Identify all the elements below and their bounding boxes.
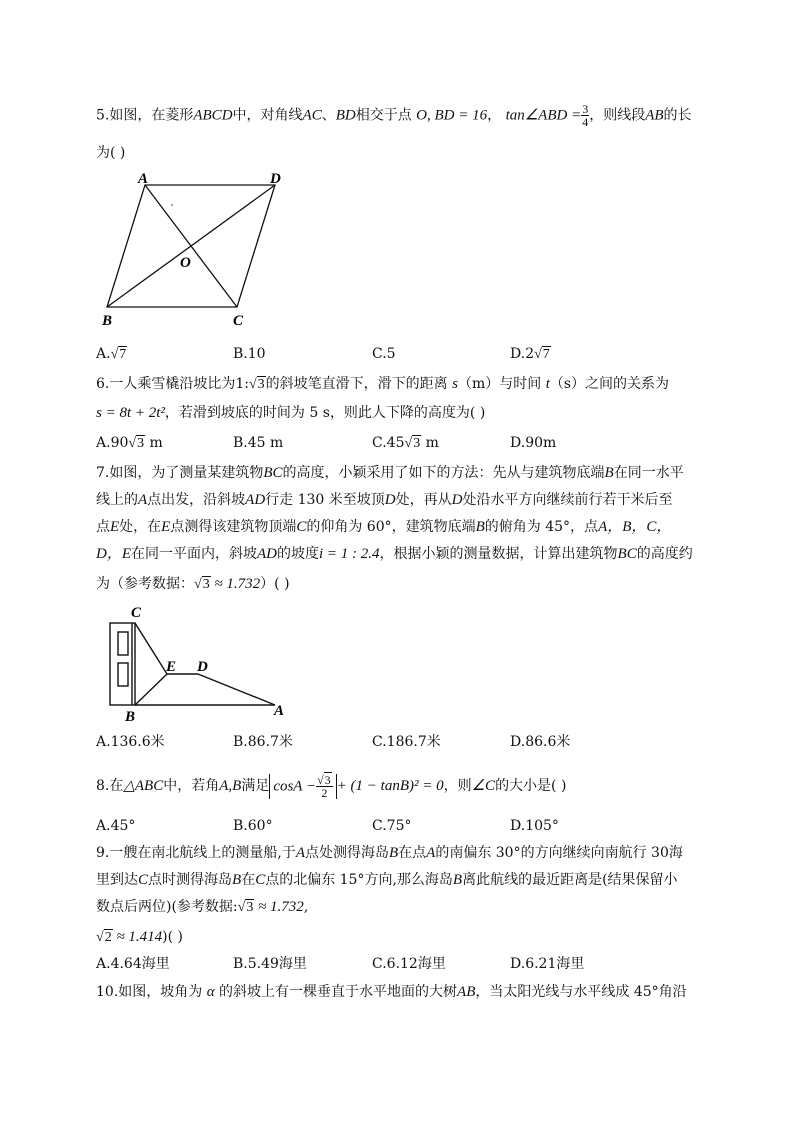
option-b[interactable]: B.60° (233, 818, 273, 834)
question-number: 10. (96, 984, 119, 1000)
window-upper (118, 632, 128, 655)
question-number: 5. (96, 107, 110, 124)
option-d[interactable]: D.105° (510, 818, 559, 834)
option-d[interactable]: D.2√7 (510, 346, 550, 362)
option-a[interactable]: A.4.64海里 (96, 956, 170, 972)
option-a[interactable]: A.√7 (96, 346, 127, 362)
question-6-line-2: s = 8t + 2t²，若滑到坡底的时间为 5 s，则此人下降的高度为( ) (96, 405, 486, 421)
option-b[interactable]: B.10 (233, 346, 266, 362)
sight-line-ec (135, 623, 167, 674)
question-7-line-5: 为（参考数据：√3 ≈ 1.732）( ) (96, 576, 290, 592)
question-7-line-1: 7.如图，为了测量某建筑物BC的高度，小颖采用了如下的方法：先从与建筑物底端B在同一水平 (96, 465, 684, 481)
label-c: C (233, 313, 244, 329)
option-a[interactable]: A.136.6米 (96, 734, 165, 750)
option-c[interactable]: C.75° (372, 818, 412, 834)
building-outer (110, 623, 135, 705)
absolute-value: cosA − $\frac{√3}{2}$ (269, 774, 336, 799)
question-8-line-1: 8.在△ABC中，若角A,B满足 cosA − $\frac{√3}{2}$ + (1 − tanB)² = 0，则∠C的大小是( ) (96, 772, 567, 800)
question-10-line-1: 10.如图，坡角为 α 的斜坡上有一棵垂直于水平地面的大树AB，当太阳光线与水平线成 45°角沿 (96, 984, 687, 1000)
label-e: E (166, 659, 177, 675)
window-lower (118, 663, 128, 686)
label-b: B (125, 709, 136, 725)
label-a: A (274, 703, 285, 719)
question-9-line-3: 数点后两位)(参考数据:√3 ≈ 1.732, (96, 899, 309, 915)
question-7-line-3: 点E处，在E点测得该建筑物顶端C的仰角为 60°，建筑物底端B的俯角为 45°，点A，B，C， (96, 519, 672, 535)
question-number: 6. (96, 376, 110, 392)
question-9-line-4: √2 ≈ 1.414)( ) (96, 929, 184, 945)
question-number: 7. (96, 465, 110, 481)
label-d: D (270, 171, 281, 187)
option-c[interactable]: C.186.7米 (372, 734, 441, 750)
building-slope-figure (98, 600, 298, 725)
rhombus-figure (95, 165, 300, 335)
question-number: 9. (96, 845, 110, 861)
label-c: C (131, 605, 142, 621)
option-b[interactable]: B.45 m (233, 435, 284, 451)
option-a[interactable]: A.45° (96, 818, 136, 834)
label-d: D (197, 659, 208, 675)
question-7-line-4: D，E在同一平面内，斜坡AD的坡度i = 1 : 2.4，根据小颖的测量数据，计算出建筑物BC的高度约 (96, 546, 693, 562)
question-9-line-1: 9.一艘在南北航线上的测量船,于A点处测得海岛B在点A的南偏东 30°的方向继续向南航行 30海 (96, 845, 683, 861)
option-c[interactable]: C.5 (372, 346, 396, 362)
question-9-line-2: 里到达C点时测得海岛B在C点的北偏东 15°方向,那么海岛B离此航线的最近距离是(结果保留小 (96, 872, 678, 888)
option-c[interactable]: C.45√3 m (372, 435, 439, 451)
label-b: B (102, 313, 113, 329)
question-5-line-2: 为( ) (96, 145, 126, 161)
slope-da (198, 674, 275, 705)
question-7-line-2: 线上的A点出发，沿斜坡AD行走 130 米至坡顶D处，再从D处沿水平方向继续前行若干米后至 (96, 492, 673, 508)
fraction: $\frac{3}{4}$ (582, 102, 589, 129)
option-c[interactable]: C.6.12海里 (372, 956, 446, 972)
option-b[interactable]: B.5.49海里 (233, 956, 307, 972)
option-d[interactable]: D.86.6米 (510, 734, 571, 750)
label-o: O (180, 255, 191, 271)
option-d[interactable]: D.6.21海里 (510, 956, 585, 972)
question-6-line-1: 6.一人乘雪橇沿坡比为1:√3的斜坡笔直滑下，滑下的距离 s（m）与时间 t（s）之间的关系为 (96, 376, 670, 392)
question-number: 8. (96, 778, 110, 794)
question-5-line-1: 5.如图，在菱形ABCD中，对角线AC、BD相交于点 O, BD = 16， tan∠ABD = $\frac{3}{4}$ ，则线段AB的长 (96, 102, 692, 129)
option-a[interactable]: A.90√3 m (96, 435, 163, 451)
option-d[interactable]: D.90m (510, 435, 557, 451)
option-b[interactable]: B.86.7米 (233, 734, 293, 750)
label-a: A (138, 171, 149, 187)
sight-line-eb (135, 674, 167, 705)
diagonal-bd (107, 185, 275, 307)
